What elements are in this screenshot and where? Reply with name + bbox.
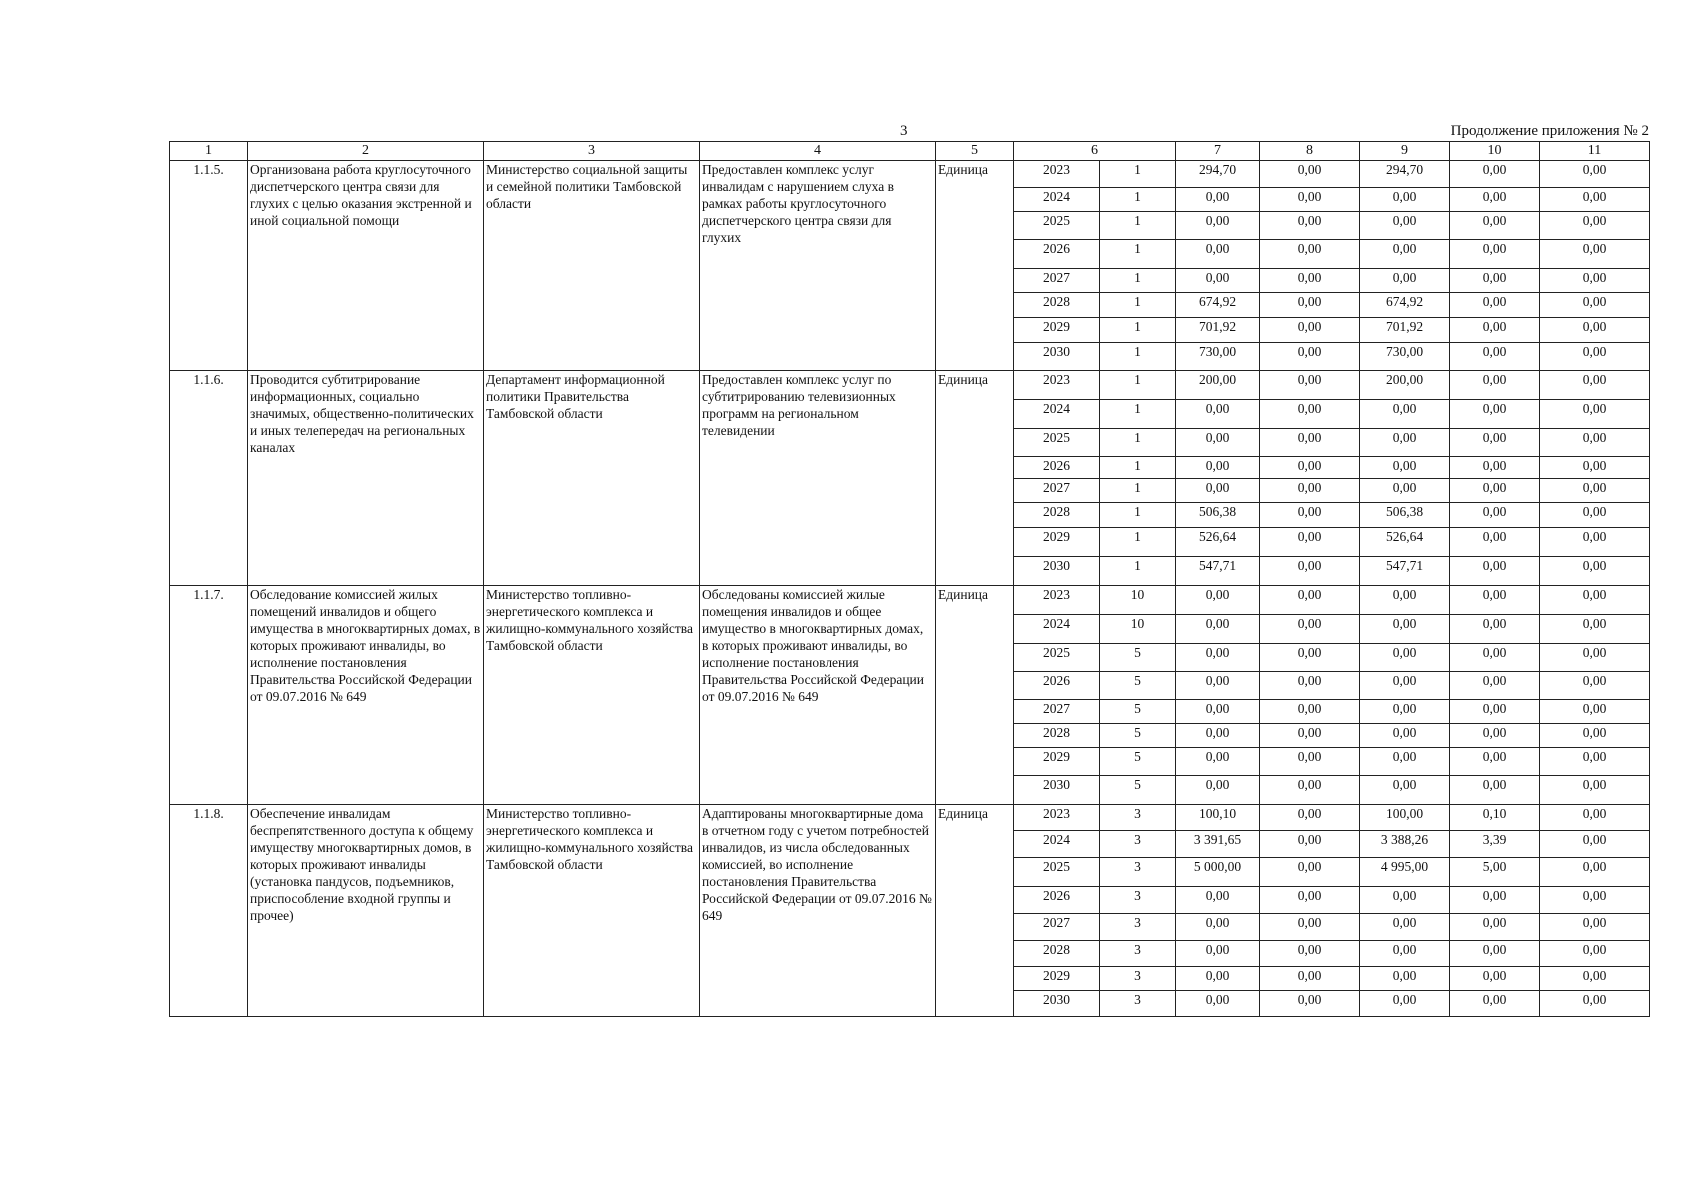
value-cell-9: 506,38 (1360, 503, 1450, 528)
value-cell-9: 4 995,00 (1360, 858, 1450, 887)
value-cell-8: 0,00 (1260, 858, 1360, 887)
value-cell-11: 0,00 (1540, 724, 1650, 748)
header-cell-11: 11 (1540, 142, 1650, 161)
value-cell-11: 0,00 (1540, 914, 1650, 941)
value-cell-10: 0,00 (1450, 557, 1540, 586)
value-cell-8: 0,00 (1260, 557, 1360, 586)
value-cell-8: 0,00 (1260, 941, 1360, 967)
year-cell: 2030 (1014, 343, 1100, 371)
item-name: Обследование комиссией жилых помещений инвалидов и общего имущества в многоквартирных домах, в которых проживают инвалиды, во исполнение постановления Правительства Российской Федерации от 09.07.2016 № 649 (248, 586, 484, 805)
count-cell: 1 (1100, 457, 1176, 479)
value-cell-9: 200,00 (1360, 371, 1450, 400)
year-cell: 2029 (1014, 748, 1100, 776)
value-cell-9: 0,00 (1360, 887, 1450, 914)
value-cell-9: 0,00 (1360, 700, 1450, 724)
year-cell: 2025 (1014, 429, 1100, 457)
value-cell-7: 0,00 (1176, 991, 1260, 1017)
count-cell: 1 (1100, 188, 1176, 212)
count-cell: 5 (1100, 776, 1176, 805)
year-cell: 2023 (1014, 586, 1100, 615)
count-cell: 1 (1100, 400, 1176, 429)
value-cell-8: 0,00 (1260, 400, 1360, 429)
value-cell-8: 0,00 (1260, 188, 1360, 212)
year-cell: 2024 (1014, 400, 1100, 429)
item-code: 1.1.8. (170, 805, 248, 1017)
value-cell-10: 0,00 (1450, 586, 1540, 615)
count-cell: 3 (1100, 991, 1176, 1017)
year-cell: 2030 (1014, 991, 1100, 1017)
value-cell-7: 0,00 (1176, 586, 1260, 615)
value-cell-10: 0,00 (1450, 188, 1540, 212)
value-cell-10: 0,00 (1450, 941, 1540, 967)
value-cell-7: 0,00 (1176, 429, 1260, 457)
count-cell: 3 (1100, 967, 1176, 991)
item-name: Организована работа круглосуточного диспетчерского центра связи для глухих с целью оказания экстренной и иной социальной помощи (248, 161, 484, 371)
value-cell-11: 0,00 (1540, 991, 1650, 1017)
value-cell-10: 0,00 (1450, 318, 1540, 343)
header-cell-8: 8 (1260, 142, 1360, 161)
value-cell-10: 0,00 (1450, 776, 1540, 805)
item-result: Адаптированы многоквартирные дома в отчетном году с учетом потребностей инвалидов, из числа обследованных комиссией, во исполнение постановления Правительства Российской Федерации от 09.07.2016 № 649 (700, 805, 936, 1017)
count-cell: 1 (1100, 293, 1176, 318)
value-cell-9: 0,00 (1360, 586, 1450, 615)
value-cell-9: 0,00 (1360, 615, 1450, 644)
value-cell-11: 0,00 (1540, 240, 1650, 269)
value-cell-9: 0,00 (1360, 776, 1450, 805)
value-cell-9: 0,00 (1360, 212, 1450, 240)
value-cell-11: 0,00 (1540, 805, 1650, 831)
value-cell-7: 0,00 (1176, 700, 1260, 724)
value-cell-10: 0,00 (1450, 343, 1540, 371)
value-cell-11: 0,00 (1540, 941, 1650, 967)
header-cell-1: 1 (170, 142, 248, 161)
count-cell: 5 (1100, 644, 1176, 672)
year-cell: 2024 (1014, 188, 1100, 212)
year-cell: 2028 (1014, 503, 1100, 528)
value-cell-7: 0,00 (1176, 914, 1260, 941)
value-cell-7: 0,00 (1176, 269, 1260, 293)
header-cell-3: 3 (484, 142, 700, 161)
year-cell: 2024 (1014, 615, 1100, 644)
value-cell-9: 0,00 (1360, 479, 1450, 503)
value-cell-7: 0,00 (1176, 776, 1260, 805)
value-cell-10: 0,00 (1450, 269, 1540, 293)
year-cell: 2023 (1014, 371, 1100, 400)
year-cell: 2023 (1014, 161, 1100, 188)
count-cell: 1 (1100, 343, 1176, 371)
value-cell-11: 0,00 (1540, 343, 1650, 371)
count-cell: 10 (1100, 586, 1176, 615)
value-cell-7: 100,10 (1176, 805, 1260, 831)
value-cell-7: 0,00 (1176, 672, 1260, 700)
value-cell-11: 0,00 (1540, 269, 1650, 293)
value-cell-9: 0,00 (1360, 269, 1450, 293)
value-cell-7: 526,64 (1176, 528, 1260, 557)
value-cell-8: 0,00 (1260, 269, 1360, 293)
value-cell-8: 0,00 (1260, 967, 1360, 991)
count-cell: 1 (1100, 371, 1176, 400)
value-cell-11: 0,00 (1540, 831, 1650, 858)
value-cell-10: 0,00 (1450, 293, 1540, 318)
item-result: Предоставлен комплекс услуг инвалидам с нарушением слуха в рамках работы круглосуточного диспетчерского центра связи для глухих (700, 161, 936, 371)
value-cell-10: 0,00 (1450, 212, 1540, 240)
count-cell: 1 (1100, 318, 1176, 343)
item-code: 1.1.5. (170, 161, 248, 371)
year-cell: 2025 (1014, 212, 1100, 240)
item-unit: Единица (936, 161, 1014, 371)
item-unit: Единица (936, 586, 1014, 805)
value-cell-8: 0,00 (1260, 991, 1360, 1017)
value-cell-9: 0,00 (1360, 188, 1450, 212)
continuation-label: Продолжение приложения № 2 (1450, 123, 1649, 139)
value-cell-9: 0,00 (1360, 429, 1450, 457)
header-cell-4: 4 (700, 142, 936, 161)
page-number: 3 (900, 123, 908, 139)
value-cell-7: 0,00 (1176, 400, 1260, 429)
value-cell-8: 0,00 (1260, 293, 1360, 318)
year-cell: 2027 (1014, 914, 1100, 941)
count-cell: 5 (1100, 748, 1176, 776)
value-cell-11: 0,00 (1540, 615, 1650, 644)
value-cell-8: 0,00 (1260, 240, 1360, 269)
value-cell-10: 0,10 (1450, 805, 1540, 831)
value-cell-8: 0,00 (1260, 318, 1360, 343)
year-cell: 2029 (1014, 318, 1100, 343)
value-cell-11: 0,00 (1540, 429, 1650, 457)
value-cell-8: 0,00 (1260, 887, 1360, 914)
value-cell-11: 0,00 (1540, 967, 1650, 991)
year-cell: 2030 (1014, 776, 1100, 805)
count-cell: 1 (1100, 528, 1176, 557)
value-cell-8: 0,00 (1260, 503, 1360, 528)
year-cell: 2026 (1014, 457, 1100, 479)
year-cell: 2029 (1014, 967, 1100, 991)
count-cell: 5 (1100, 724, 1176, 748)
value-cell-11: 0,00 (1540, 700, 1650, 724)
value-cell-9: 0,00 (1360, 914, 1450, 941)
value-cell-10: 0,00 (1450, 724, 1540, 748)
count-cell: 3 (1100, 831, 1176, 858)
value-cell-7: 0,00 (1176, 615, 1260, 644)
value-cell-11: 0,00 (1540, 672, 1650, 700)
appendix-table (169, 141, 1650, 1017)
value-cell-7: 674,92 (1176, 293, 1260, 318)
value-cell-8: 0,00 (1260, 724, 1360, 748)
year-cell: 2026 (1014, 240, 1100, 269)
value-cell-11: 0,00 (1540, 748, 1650, 776)
value-cell-8: 0,00 (1260, 586, 1360, 615)
count-cell: 1 (1100, 557, 1176, 586)
value-cell-7: 0,00 (1176, 887, 1260, 914)
value-cell-7: 0,00 (1176, 457, 1260, 479)
value-cell-7: 0,00 (1176, 967, 1260, 991)
header-cell-7: 7 (1176, 142, 1260, 161)
count-cell: 10 (1100, 615, 1176, 644)
value-cell-10: 0,00 (1450, 700, 1540, 724)
value-cell-11: 0,00 (1540, 479, 1650, 503)
count-cell: 1 (1100, 503, 1176, 528)
value-cell-7: 5 000,00 (1176, 858, 1260, 887)
value-cell-9: 0,00 (1360, 400, 1450, 429)
value-cell-9: 100,00 (1360, 805, 1450, 831)
value-cell-8: 0,00 (1260, 528, 1360, 557)
year-cell: 2029 (1014, 528, 1100, 557)
value-cell-7: 547,71 (1176, 557, 1260, 586)
count-cell: 1 (1100, 212, 1176, 240)
value-cell-10: 0,00 (1450, 528, 1540, 557)
item-unit: Единица (936, 805, 1014, 1017)
item-code: 1.1.6. (170, 371, 248, 586)
value-cell-11: 0,00 (1540, 776, 1650, 805)
value-cell-8: 0,00 (1260, 429, 1360, 457)
value-cell-7: 0,00 (1176, 479, 1260, 503)
value-cell-8: 0,00 (1260, 748, 1360, 776)
value-cell-8: 0,00 (1260, 161, 1360, 188)
item-executor: Министерство топливно-энергетического комплекса и жилищно-коммунального хозяйства Тамбовской области (484, 805, 700, 1017)
value-cell-10: 0,00 (1450, 991, 1540, 1017)
value-cell-8: 0,00 (1260, 479, 1360, 503)
header-cell-6: 6 (1014, 142, 1176, 161)
value-cell-11: 0,00 (1540, 293, 1650, 318)
value-cell-11: 0,00 (1540, 400, 1650, 429)
header-row (170, 142, 1650, 161)
value-cell-7: 0,00 (1176, 724, 1260, 748)
value-cell-7: 0,00 (1176, 240, 1260, 269)
year-cell: 2025 (1014, 644, 1100, 672)
value-cell-9: 0,00 (1360, 672, 1450, 700)
value-cell-11: 0,00 (1540, 188, 1650, 212)
count-cell: 3 (1100, 858, 1176, 887)
value-cell-10: 0,00 (1450, 887, 1540, 914)
count-cell: 1 (1100, 479, 1176, 503)
value-cell-8: 0,00 (1260, 700, 1360, 724)
header-cell-5: 5 (936, 142, 1014, 161)
value-cell-10: 0,00 (1450, 672, 1540, 700)
value-cell-7: 0,00 (1176, 188, 1260, 212)
value-cell-11: 0,00 (1540, 644, 1650, 672)
table-row (170, 805, 1650, 831)
year-cell: 2025 (1014, 858, 1100, 887)
value-cell-9: 0,00 (1360, 967, 1450, 991)
value-cell-8: 0,00 (1260, 672, 1360, 700)
value-cell-9: 0,00 (1360, 941, 1450, 967)
value-cell-11: 0,00 (1540, 318, 1650, 343)
value-cell-11: 0,00 (1540, 457, 1650, 479)
count-cell: 3 (1100, 805, 1176, 831)
value-cell-10: 0,00 (1450, 429, 1540, 457)
value-cell-9: 0,00 (1360, 724, 1450, 748)
item-name: Обеспечение инвалидам беспрепятственного доступа к общему имуществу многоквартирных домов, в которых проживают инвалиды (установка пандусов, подъемников, приспособление входной группы и прочее) (248, 805, 484, 1017)
value-cell-8: 0,00 (1260, 343, 1360, 371)
year-cell: 2028 (1014, 293, 1100, 318)
year-cell: 2028 (1014, 724, 1100, 748)
count-cell: 1 (1100, 429, 1176, 457)
value-cell-11: 0,00 (1540, 858, 1650, 887)
value-cell-7: 0,00 (1176, 212, 1260, 240)
value-cell-8: 0,00 (1260, 212, 1360, 240)
value-cell-9: 547,71 (1360, 557, 1450, 586)
value-cell-11: 0,00 (1540, 557, 1650, 586)
value-cell-8: 0,00 (1260, 776, 1360, 805)
table-row (170, 161, 1650, 188)
value-cell-8: 0,00 (1260, 457, 1360, 479)
year-cell: 2026 (1014, 887, 1100, 914)
value-cell-11: 0,00 (1540, 586, 1650, 615)
value-cell-9: 294,70 (1360, 161, 1450, 188)
header-cell-9: 9 (1360, 142, 1450, 161)
count-cell: 1 (1100, 240, 1176, 269)
value-cell-11: 0,00 (1540, 503, 1650, 528)
value-cell-11: 0,00 (1540, 161, 1650, 188)
value-cell-10: 0,00 (1450, 644, 1540, 672)
item-name: Проводится субтитрирование информационных, социально значимых, общественно-политических и иных телепередач на региональных каналах (248, 371, 484, 586)
value-cell-9: 526,64 (1360, 528, 1450, 557)
value-cell-7: 0,00 (1176, 644, 1260, 672)
value-cell-7: 200,00 (1176, 371, 1260, 400)
item-executor: Министерство топливно-энергетического комплекса и жилищно-коммунального хозяйства Тамбовской области (484, 586, 700, 805)
item-result: Предоставлен комплекс услуг по субтитрированию телевизионных программ на региональном телевидении (700, 371, 936, 586)
header-cell-2: 2 (248, 142, 484, 161)
value-cell-10: 0,00 (1450, 400, 1540, 429)
value-cell-10: 0,00 (1450, 748, 1540, 776)
value-cell-9: 0,00 (1360, 240, 1450, 269)
count-cell: 5 (1100, 672, 1176, 700)
count-cell: 1 (1100, 269, 1176, 293)
value-cell-11: 0,00 (1540, 212, 1650, 240)
value-cell-11: 0,00 (1540, 528, 1650, 557)
value-cell-7: 3 391,65 (1176, 831, 1260, 858)
count-cell: 1 (1100, 161, 1176, 188)
value-cell-7: 294,70 (1176, 161, 1260, 188)
value-cell-10: 0,00 (1450, 457, 1540, 479)
value-cell-9: 0,00 (1360, 644, 1450, 672)
value-cell-9: 0,00 (1360, 748, 1450, 776)
value-cell-8: 0,00 (1260, 644, 1360, 672)
value-cell-7: 701,92 (1176, 318, 1260, 343)
value-cell-8: 0,00 (1260, 831, 1360, 858)
value-cell-9: 0,00 (1360, 457, 1450, 479)
year-cell: 2023 (1014, 805, 1100, 831)
count-cell: 5 (1100, 700, 1176, 724)
value-cell-7: 730,00 (1176, 343, 1260, 371)
value-cell-7: 0,00 (1176, 941, 1260, 967)
year-cell: 2028 (1014, 941, 1100, 967)
item-result: Обследованы комиссией жилые помещения инвалидов и общее имущество в многоквартирных домах, в которых проживают инвалиды, во исполнение постановления Правительства Российской Федерации от 09.07.2016 № 649 (700, 586, 936, 805)
count-cell: 3 (1100, 941, 1176, 967)
item-unit: Единица (936, 371, 1014, 586)
value-cell-8: 0,00 (1260, 615, 1360, 644)
value-cell-7: 0,00 (1176, 748, 1260, 776)
value-cell-9: 701,92 (1360, 318, 1450, 343)
table-row (170, 586, 1650, 615)
year-cell: 2024 (1014, 831, 1100, 858)
count-cell: 3 (1100, 887, 1176, 914)
value-cell-10: 0,00 (1450, 240, 1540, 269)
item-code: 1.1.7. (170, 586, 248, 805)
value-cell-9: 3 388,26 (1360, 831, 1450, 858)
value-cell-10: 0,00 (1450, 503, 1540, 528)
value-cell-10: 0,00 (1450, 967, 1540, 991)
value-cell-10: 0,00 (1450, 479, 1540, 503)
value-cell-10: 0,00 (1450, 371, 1540, 400)
value-cell-10: 3,39 (1450, 831, 1540, 858)
year-cell: 2030 (1014, 557, 1100, 586)
item-executor: Департамент информационной политики Правительства Тамбовской области (484, 371, 700, 586)
year-cell: 2027 (1014, 700, 1100, 724)
count-cell: 3 (1100, 914, 1176, 941)
table-row (170, 371, 1650, 400)
value-cell-8: 0,00 (1260, 914, 1360, 941)
value-cell-10: 0,00 (1450, 615, 1540, 644)
value-cell-11: 0,00 (1540, 887, 1650, 914)
value-cell-9: 730,00 (1360, 343, 1450, 371)
year-cell: 2026 (1014, 672, 1100, 700)
value-cell-10: 0,00 (1450, 161, 1540, 188)
year-cell: 2027 (1014, 479, 1100, 503)
value-cell-9: 674,92 (1360, 293, 1450, 318)
value-cell-8: 0,00 (1260, 371, 1360, 400)
value-cell-9: 0,00 (1360, 991, 1450, 1017)
header-cell-10: 10 (1450, 142, 1540, 161)
value-cell-11: 0,00 (1540, 371, 1650, 400)
value-cell-8: 0,00 (1260, 805, 1360, 831)
year-cell: 2027 (1014, 269, 1100, 293)
value-cell-7: 506,38 (1176, 503, 1260, 528)
value-cell-10: 0,00 (1450, 914, 1540, 941)
item-executor: Министерство социальной защиты и семейной политики Тамбовской области (484, 161, 700, 371)
value-cell-10: 5,00 (1450, 858, 1540, 887)
